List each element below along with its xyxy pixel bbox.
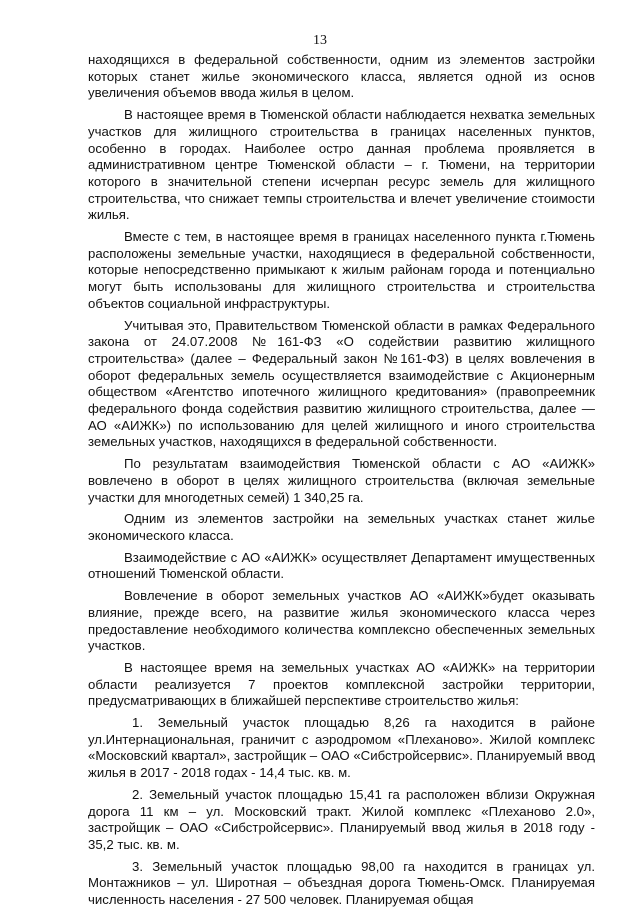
paragraph: находящихся в федеральной собственности, одним из элементов застройки которых станет жилье экономического класса, является одной из основ увеличения объемов ввода жилья в целом. bbox=[88, 52, 595, 101]
paragraph: Одним из элементов застройки на земельных участках станет жилье экономического класса. bbox=[88, 511, 595, 543]
paragraph: Вовлечение в оборот земельных участков АО «АИЖК»будет оказывать влияние, прежде всего, на развитие жилья экономического класса через предоставление необходимого количества комплексно обеспеченных земельных участков. bbox=[88, 588, 595, 654]
list-item: 2. Земельный участок площадью 15,41 га расположен вблизи Окружная дорога 11 км – ул. Московский тракт. Жилой комплекс «Плеханово 2.0», застройщик – ОАО «Сибстройсервис». Планируемый ввод жилья в 2018 году - 35,2 тыс. кв. м. bbox=[88, 786, 595, 852]
list-item: 1. Земельный участок площадью 8,26 га находится в районе ул.Интернациональная, граничит с аэродромом «Плеханово». Жилой комплекс «Московский квартал», застройщик – ОАО «Сибстройсервис». Планируемый ввод жилья в 2017 - 2018 годах - 14,4 тыс. кв. м. bbox=[88, 715, 595, 781]
paragraph: По результатам взаимодействия Тюменской области с АО «АИЖК» вовлечено в оборот в целях жилищного строительства (включая земельные участки для многодетных семей) 1 340,25 га. bbox=[88, 456, 595, 505]
paragraph: Учитывая это, Правительством Тюменской области в рамках Федерального закона от 24.07.2008 №161-ФЗ «О содействии развитию жилищного строительства» (далее – Федеральный закон №161-ФЗ) в целях вовлечения в оборот федеральных земель осуществляется взаимодействие с Акционерным обществом «Агентство ипотечного жилищного кредитования» (правопреемник федерального фонда содействия развитию жилищного строительства, далее — АО «АИЖК») по использованию для целей жилищного и иного строительства земельных участков, находящихся в федеральной собственности. bbox=[88, 317, 595, 450]
document-body bbox=[88, 52, 595, 914]
page-number: 13 bbox=[313, 33, 327, 48]
paragraph: В настоящее время на земельных участках АО «АИЖК» на территории области реализуется 7 проектов комплексной застройки территории, предусматривающих в ближайшей перспективе строительство жилья: bbox=[88, 659, 595, 709]
paragraph: Вместе с тем, в настоящее время в границах населенного пункта г.Тюмень расположены земельные участки, находящиеся в федеральной собственности, которые непосредственно примыкают к жилым районам города и потенциально могут быть использованы для жилищного строительства и строительства объектов социальной инфраструктуры. bbox=[88, 229, 595, 311]
paragraph: В настоящее время в Тюменской области наблюдается нехватка земельных участков для жилищного строительства в границах населенных пунктов, особенно в городах. Наиболее остро данная проблема проявляется в административном центре Тюменской области – г. Тюмени, на территории которого в значительной степени исчерпан ресурс земель для жилищного строительства, что снижает темпы строительства и влечет увеличение стоимости жилья. bbox=[88, 107, 595, 223]
paragraph: Взаимодействие с АО «АИЖК» осуществляет Департамент имущественных отношений Тюменской области. bbox=[88, 549, 595, 582]
list-item: 3. Земельный участок площадью 98,00 га находится в границах ул. Монтажников – ул. Широтная – объездная дорога Тюмень-Омск. Планируемая численность населения - 27 500 человек. Планируемая общая bbox=[88, 858, 595, 908]
